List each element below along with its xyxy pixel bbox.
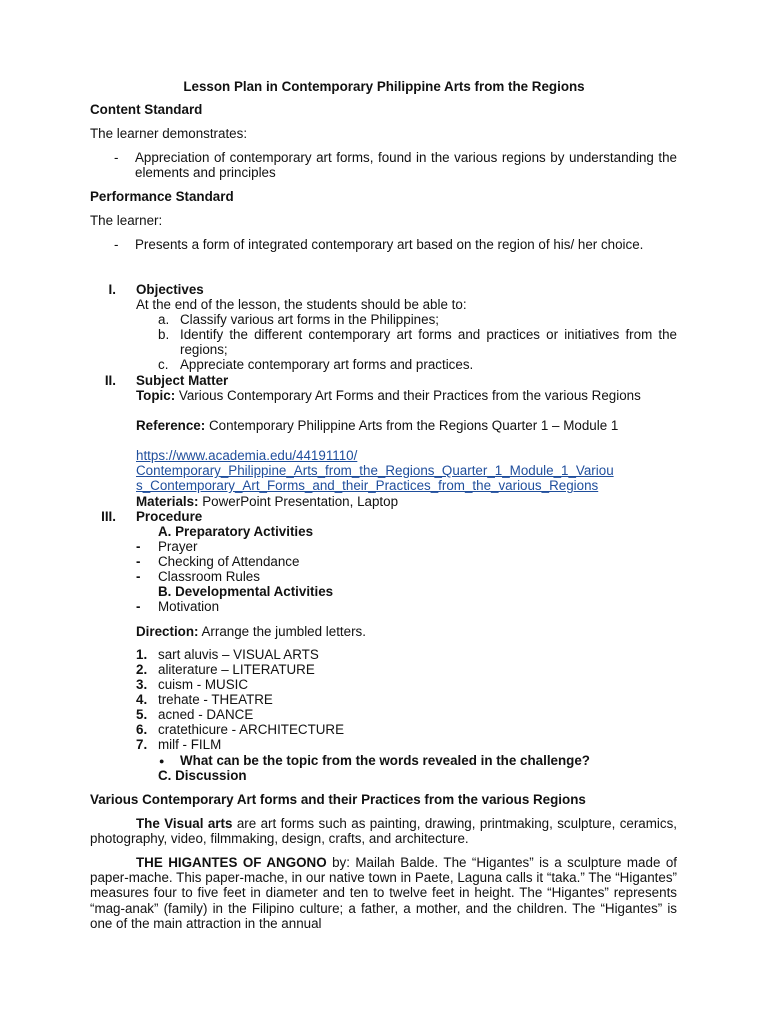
preparatory-activities-heading: A. Preparatory Activities [158, 524, 314, 539]
activity-item: Motivation [158, 599, 220, 614]
subject-matter-heading: Subject Matter [136, 373, 229, 388]
reference-text: Contemporary Philippine Arts from the Regions Quarter 1 – Module 1 [208, 418, 619, 433]
direction-text: Arrange the jumbled letters. [201, 624, 366, 639]
content-standard-item: Appreciation of contemporary art forms, found in the various regions by understanding the elements and principles [135, 150, 677, 181]
section-numeral: III. [101, 509, 116, 524]
reference-link[interactable]: https://www.academia.edu/44191110/ [136, 448, 358, 463]
objectives-heading: Objectives [136, 282, 204, 297]
objective-item: Classify various art forms in the Philippines; [180, 312, 439, 327]
reference-line [136, 418, 677, 433]
direction-label: Direction: [136, 624, 199, 639]
materials-text: PowerPoint Presentation, Laptop [202, 494, 399, 509]
objective-item: Identify the different contemporary art forms and practices or initiatives from the regions; [180, 327, 677, 358]
dash-marker: - [136, 599, 141, 614]
dash-marker: - [136, 554, 141, 569]
objective-item: Appreciate contemporary art forms and practices. [180, 357, 474, 372]
performance-standard-intro: The learner: [90, 213, 163, 228]
objective-marker: a. [158, 312, 170, 327]
visual-arts-paragraph [90, 816, 677, 846]
discussion-section-heading: Various Contemporary Art forms and their Practices from the various Regions [90, 792, 586, 807]
dash-marker: - [114, 150, 119, 165]
jumbled-item: sart aluvis – VISUAL ARTS [158, 647, 319, 662]
topic-text: Various Contemporary Art Forms and their Practices from the various Regions [178, 388, 641, 403]
list-number: 2. [136, 662, 148, 677]
list-number: 7. [136, 737, 148, 752]
discussion-heading: C. Discussion [158, 768, 247, 783]
jumbled-item: aliterature – LITERATURE [158, 662, 315, 677]
higantes-paragraph [90, 855, 677, 931]
challenge-question: What can be the topic from the words revealed in the challenge? [180, 753, 590, 768]
activity-item: Checking of Attendance [158, 554, 300, 569]
jumbled-item: acned - DANCE [158, 707, 254, 722]
higantes-text: by: Mailah Balde. The “Higantes” is a sculpture made of paper-mache. This paper-mache, in our native town in Paete, Laguna calls it “taka.” The “Higantes” measures four to five feet in diameter and ten to twelve feet in height. The “Higantes” represents “mag-anak” (family) in the Filipino culture; a father, a mother, and the children. The “Higantes” is one of the main attraction in the annual [90, 855, 677, 931]
higantes-lead: THE HIGANTES OF ANGONO [136, 855, 327, 870]
list-number: 5. [136, 707, 148, 722]
activity-item: Classroom Rules [158, 569, 260, 584]
performance-standard-item: Presents a form of integrated contemporary art based on the region of his/ her choice. [135, 237, 644, 252]
content-standard-heading: Content Standard [90, 102, 203, 117]
dash-marker: - [114, 237, 119, 252]
reference-label: Reference: [136, 418, 206, 433]
list-number: 6. [136, 722, 148, 737]
jumbled-item: cuism - MUSIC [158, 677, 249, 692]
activity-item: Prayer [158, 539, 198, 554]
developmental-activities-heading: B. Developmental Activities [158, 584, 334, 599]
visual-arts-text: are art forms such as painting, drawing, printmaking, sculpture, ceramics, photography, video, filmmaking, design, crafts, and architecture. [90, 816, 677, 847]
section-numeral: I. [108, 282, 116, 297]
list-number: 1. [136, 647, 148, 662]
procedure-heading: Procedure [136, 509, 203, 524]
dash-marker: - [136, 569, 141, 584]
direction-line [136, 624, 366, 639]
bullet-icon: ● [159, 756, 165, 766]
reference-link[interactable]: s_Contemporary_Art_Forms_and_their_Practices_from_the_various_Regions [136, 478, 599, 493]
objective-marker: b. [158, 327, 170, 342]
jumbled-item: trehate - THEATRE [158, 692, 273, 707]
section-numeral: II. [104, 373, 116, 388]
list-number: 3. [136, 677, 148, 692]
materials-line [136, 494, 398, 509]
objectives-intro: At the end of the lesson, the students should be able to: [136, 297, 467, 312]
dash-marker: - [136, 539, 141, 554]
list-number: 4. [136, 692, 148, 707]
reference-link[interactable]: Contemporary_Philippine_Arts_from_the_Regions_Quarter_1_Module_1_Variou [136, 463, 614, 478]
jumbled-item: cratethicure - ARCHITECTURE [158, 722, 345, 737]
visual-arts-lead: The Visual arts [136, 816, 233, 831]
content-standard-intro: The learner demonstrates: [90, 126, 248, 141]
document-title: Lesson Plan in Contemporary Philippine Arts from the Regions [183, 79, 585, 94]
topic-line [136, 388, 677, 403]
materials-label: Materials: [136, 494, 199, 509]
topic-label: Topic: [136, 388, 176, 403]
objective-marker: c. [158, 357, 169, 372]
jumbled-item: milf - FILM [158, 737, 222, 752]
performance-standard-heading: Performance Standard [90, 189, 234, 204]
